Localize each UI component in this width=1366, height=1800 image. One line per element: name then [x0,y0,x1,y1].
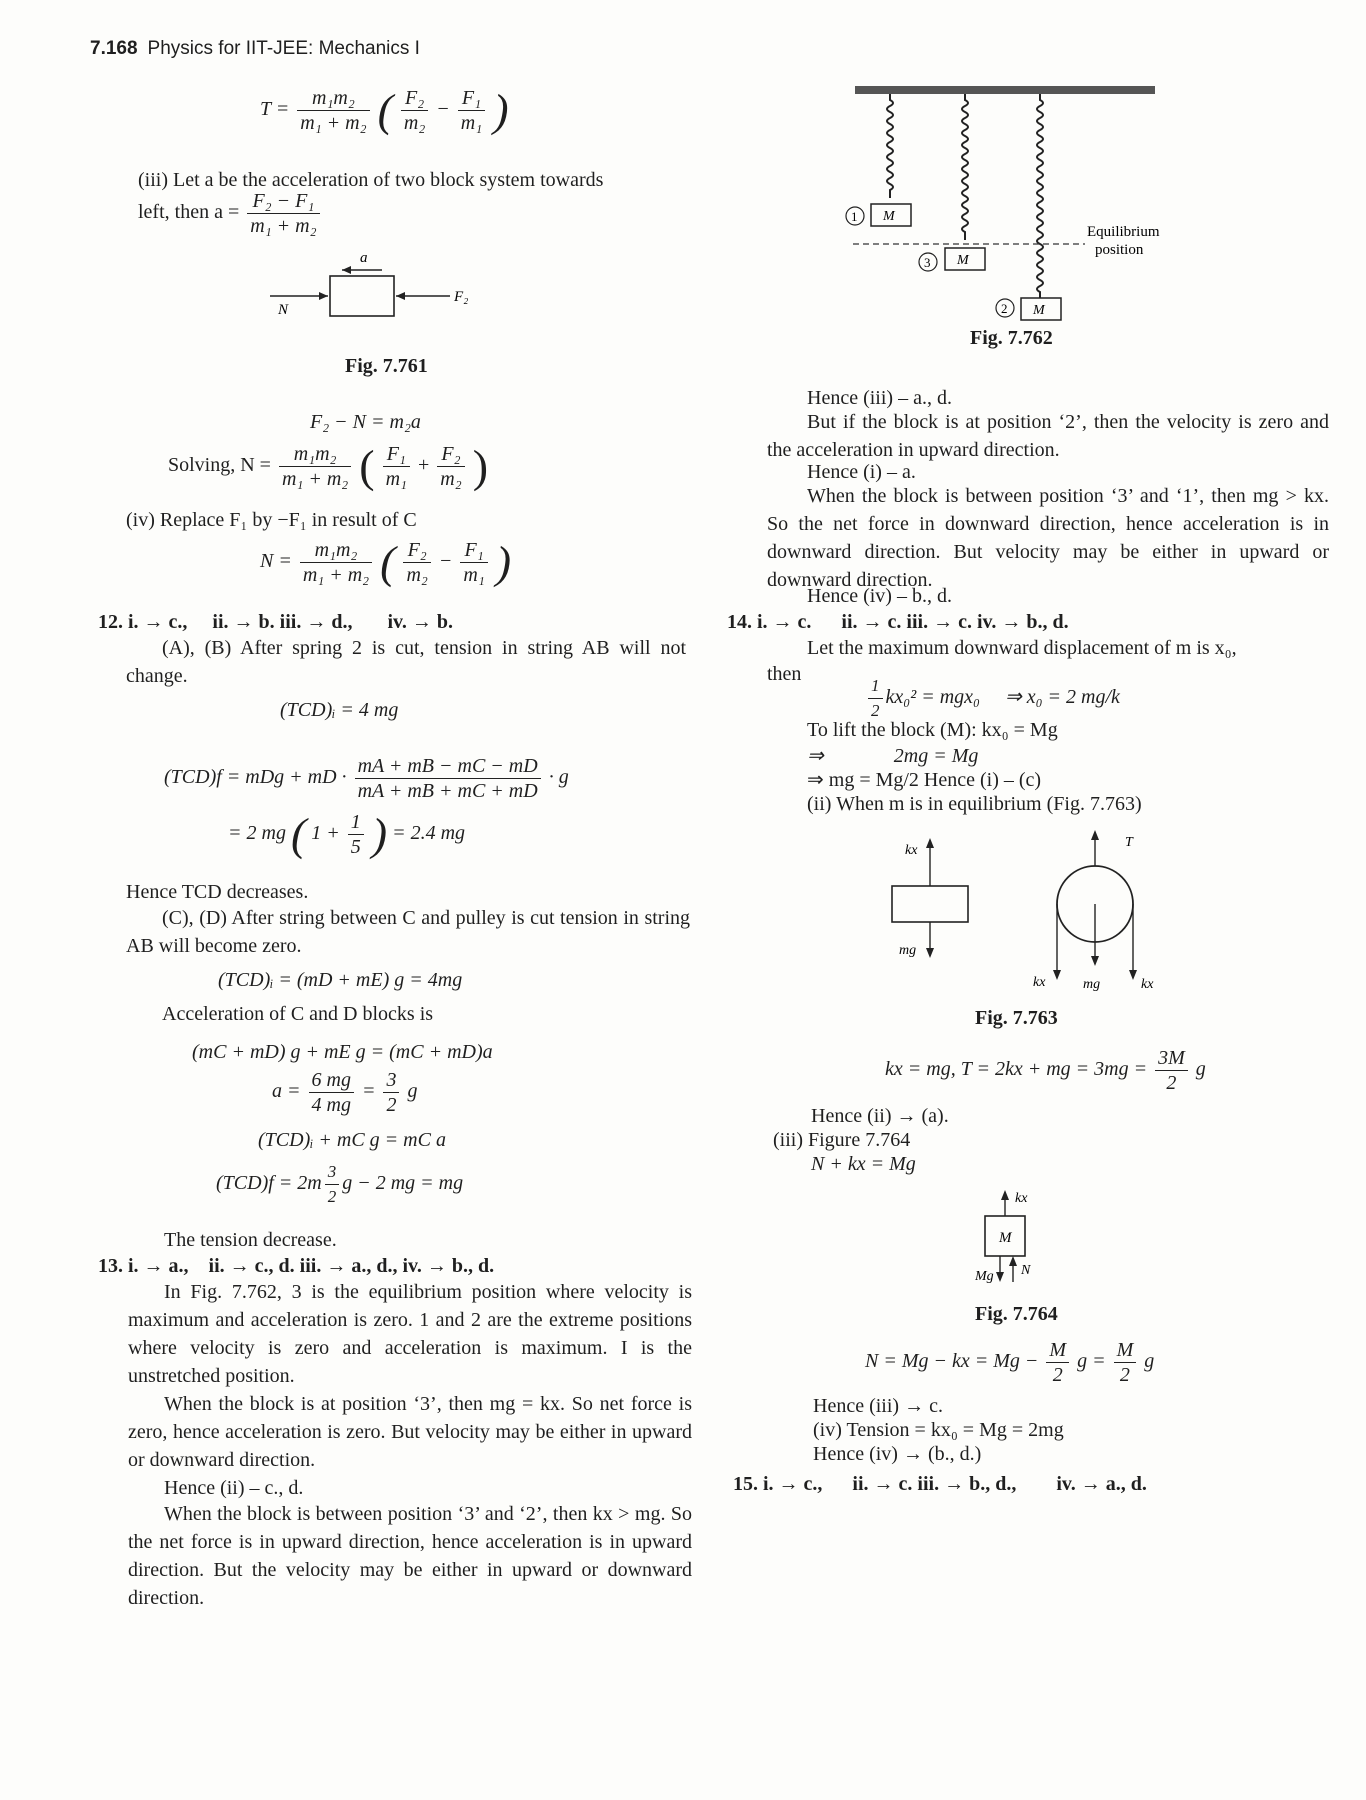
equation-N-kx: N + kx = Mg [811,1153,916,1175]
hence-ii: Hence (ii) – c., d. [164,1477,304,1499]
eq-lhs: left, then a = [138,201,240,224]
fraction [297,86,369,135]
fraction [348,810,364,859]
answer-key: i. → c., ii. → c. iii. → b., d., iv. → a., d. [763,1473,1147,1495]
denominator: m₂ [406,564,428,586]
denominator: m₁ + m₂ [250,215,317,237]
answer-key: i. → a., ii. → c., d. iii. → a., d., iv. → b., d. [128,1255,495,1277]
equation-solving-N [168,442,488,491]
denominator: m₂ [403,112,426,134]
part-iii-figure: (iii) Figure 7.764 [773,1129,911,1151]
arrow-head [1001,1190,1009,1200]
eq-lhs: a = [272,1080,301,1103]
arrow-head [1091,830,1099,840]
hence-iv-bd: Hence (iv) → (b., d.) [813,1443,982,1465]
book-title: Physics for IIT-JEE: Mechanics I [147,38,420,59]
eq-lhs: (TCD)f = 2m [216,1172,322,1195]
eq-part: g − 2 mg = mg [342,1172,464,1195]
label-a: a [360,250,368,266]
q14-text: Let the maximum downward displacement of m is x₀, [807,637,1237,659]
equation-acceleration: (mC + mD) g + mE g = (mC + mD)a [192,1041,493,1063]
denominator: 2 [327,1187,337,1206]
question-number: 14. [727,611,752,633]
arrow-head [1009,1256,1017,1266]
fraction [300,538,372,587]
part-iii-equation [138,189,323,238]
equation-kx-T [885,1046,1206,1095]
hence-iv: Hence (iv) – b., d. [807,585,952,607]
arrow-head [319,292,328,300]
numerator: m₁m₂ [297,86,369,111]
eq-part: g [407,1080,418,1103]
equation-tcd-final [164,754,569,803]
question-13-answers [98,1252,494,1280]
fraction [383,442,410,491]
spring-2 [1037,94,1043,298]
page-number: 7.168 [90,38,138,59]
numerator: m₁m₂ [279,442,351,467]
fraction [403,538,430,587]
part-iv-tension: (iv) Tension = kx₀ = Mg = 2mg [813,1419,1064,1441]
arrow-head [926,948,934,958]
figure-7-763 [875,826,1175,996]
label-F2: F₂ [454,289,469,305]
equilibrium-label: Equilibrium [1087,224,1160,240]
numerator: F₁ [383,442,410,467]
arrow-head [1129,970,1137,980]
denominator: 5 [350,836,361,858]
question-number: 15. [733,1473,758,1495]
paragraph: When the block is between position ‘3’ and ‘2’, then kx > mg. So the net force is in upward direction, hence acceleration is in upward direction. But the velocity may be either in upward or downward direction. [128,1503,692,1609]
numerator: 1 [868,674,883,699]
eq-lhs: (TCD)f = mDg + mD · [164,766,347,789]
fraction [437,442,464,491]
position-label: 1 [851,209,858,224]
operator: − [436,98,450,121]
eq-part: = 2.4 mg [392,822,466,845]
denominator: 2 [871,701,880,720]
numerator: F₁ [460,538,487,563]
denominator: m₁ + m₂ [281,468,349,490]
arrow-head [1091,956,1099,966]
numerator: 1 [348,810,364,835]
q14-lift: To lift the block (M): kx₀ = Mg [807,719,1058,741]
figure-caption: Fig. 7.763 [975,1007,1058,1029]
denominator: m₁ [385,468,407,490]
figure-caption: Fig. 7.761 [345,355,428,377]
label-N: N [278,302,289,318]
denominator: 2 [386,1094,397,1116]
equation-N-final [865,1338,1154,1387]
paren-open: ( [359,440,375,492]
numerator: 3M [1155,1046,1188,1071]
equation-tcd-mc: (TCD)ᵢ + mC g = mC a [258,1129,446,1151]
label-kx: kx [1033,975,1046,990]
arrow-head [342,266,351,274]
fraction [460,538,487,587]
operator: + [418,454,430,477]
eq-lhs: N = [260,550,292,573]
eq-lhs: N = Mg − kx = Mg − [865,1350,1039,1373]
position-label: 2 [1001,301,1008,316]
equation-N-result [260,538,511,587]
question-12-answers [98,608,453,636]
paren-close: ) [495,536,512,588]
label-Mg: Mg [975,1269,994,1284]
paren-open: ( [377,84,393,136]
eq-tail: · g [548,766,569,789]
numerator: F₂ [403,538,430,563]
question-15-answers [733,1470,1147,1498]
block-label: M [883,209,895,224]
denominator: mA + mB + mC + mD [357,780,538,802]
label-N: N [1021,1263,1031,1278]
numerator: 3 [383,1068,399,1093]
part-iii-text: (iii) Let a be the acceleration of two block system towards [138,169,604,191]
arrow-head [996,1272,1004,1282]
numerator: 3 [325,1160,340,1185]
fraction [1046,1338,1069,1387]
eq-part: g [1195,1058,1206,1081]
paren-close: ) [493,84,509,136]
equation-tension-T [260,86,509,135]
hence-i: Hence (i) – a. [807,461,916,483]
denominator: 2 [1119,1364,1130,1386]
part-iv-text: (iv) Replace F₁ by −F₁ in result of C [126,509,417,531]
question-number: 12. [98,611,123,633]
numerator: F₁ [458,86,485,111]
figure-caption: Fig. 7.762 [970,327,1053,349]
numerator: M [1046,1338,1069,1363]
label-kx: kx [1141,977,1154,992]
equation-tcd-initial: (TCD)ᵢ = 4 mg [280,699,399,721]
page-header [90,38,420,60]
eq-lhs: T = [260,98,290,121]
equation-tcd-initial-2: (TCD)ᵢ = (mD + mE) g = 4mg [218,969,463,991]
hence-iii: Hence (iii) – a., d. [807,387,952,409]
q14-implication-1: ⇒ 2mg = Mg [807,745,979,767]
equation-F2-N: F₂ − N = m₂a [310,411,421,433]
fraction [247,189,319,238]
block-m [892,886,968,922]
block-label: M [957,253,969,268]
position-label: 3 [924,255,931,270]
denominator: 4 mg [311,1094,351,1116]
spring-1 [887,94,893,198]
eq-part: g = [1077,1350,1106,1373]
operator: = [361,1080,376,1103]
spring-3 [962,94,968,240]
paragraph: When the block is at position ‘3’, then mg = kx. So net force is zero, hence acceleration is zero. But velocity may be either in upward or downward direction. [128,1393,692,1471]
equation-tcd-final-2 [216,1160,463,1209]
paragraph: (C), (D) After string between C and pulley is cut tension in string AB will become zero. [126,907,690,957]
numerator: F₂ [401,86,428,111]
equation-a [272,1068,417,1117]
eq-part: 1 + [311,822,340,845]
hence-iii-c: Hence (iii) → c. [813,1395,943,1417]
paragraph: But if the block is at position ‘2’, then the velocity is zero and the acceleration in upward direction. [767,411,1329,461]
q14-part-ii: (ii) When m is in equilibrium (Fig. 7.763) [807,793,1142,815]
block-label: M [1033,303,1045,318]
denominator: 2 [1052,1364,1063,1386]
answer-key: i. → c., ii. → b. iii. → d., iv. → b. [128,611,454,633]
paragraph: In Fig. 7.762, 3 is the equilibrium position where velocity is maximum and acceleration is zero. 1 and 2 are the extreme positions where velocity is zero and acceleration is maximum. I is the unstretched position. [128,1281,692,1387]
numerator: 6 mg [309,1068,354,1093]
fraction [1114,1338,1137,1387]
numerator: mA + mB − mC − mD [355,754,541,779]
denominator: 2 [1166,1072,1177,1094]
fraction [279,442,351,491]
fraction [383,1068,399,1117]
paren-open: ( [380,536,396,588]
label-mg: mg [1083,977,1101,992]
label-T: T [1125,835,1133,850]
acceleration-text: Acceleration of C and D blocks is [162,1003,434,1025]
eq-lhs: kx = mg, T = 2kx + mg = 3mg = [885,1058,1148,1081]
denominator: m₁ [460,112,483,134]
eq-part: = 2 mg [228,822,286,845]
label-M: M [999,1230,1012,1246]
fraction [355,754,541,803]
hence-ii-a: Hence (ii) → (a). [811,1105,949,1127]
numerator: F₂ − F₁ [247,189,319,214]
numerator: m₁m₂ [300,538,372,563]
figure-7-762 [835,86,1195,356]
equation-tcd-value [228,810,465,859]
numerator: M [1114,1338,1137,1363]
operator: − [438,550,453,573]
figure-7-761 [250,246,490,341]
fraction [401,86,428,135]
denominator: m₁ + m₂ [300,112,367,134]
numerator: F₂ [437,442,464,467]
equilibrium-label: position [1095,242,1144,258]
paren-close: ) [371,808,388,860]
figure-7-764 [975,1186,1095,1306]
figure-caption: Fig. 7.764 [975,1303,1058,1325]
q14-implication-2: ⇒ mg = Mg/2 Hence (i) – (c) [807,769,1042,791]
eq-lhs: Solving, N = [168,454,271,477]
question-14-answers [727,608,1069,636]
label-kx: kx [905,843,918,858]
paren-open: ( [290,808,307,860]
arrow-head [926,838,934,848]
q14-then: then [767,663,802,685]
hence-tcd: Hence TCD decreases. [126,881,309,903]
fraction [458,86,485,135]
question-number: 13. [98,1255,123,1277]
denominator: m₁ [463,564,485,586]
tension-decrease: The tension decrease. [164,1229,337,1251]
paragraph: (A), (B) After spring 2 is cut, tension in string AB will not change. [126,637,686,687]
eq-part: kx₀² = mgx₀ ⇒ x₀ = 2 mg/k [885,686,1120,709]
eq-part: g [1144,1350,1155,1373]
fraction [325,1160,340,1209]
label-mg: mg [899,943,917,958]
fraction [309,1068,354,1117]
paren-close: ) [472,440,489,492]
ceiling [855,86,1155,94]
label-kx: kx [1015,1191,1028,1206]
denominator: m₁ + m₂ [302,564,370,586]
paragraph: When the block is between position ‘3’ and ‘1’, then mg > kx. So the net force in downward direction, hence acceleration is in downward direction. But velocity may be either in upward or downward direction. [767,485,1329,591]
answer-key: i. → c. ii. → c. iii. → c. iv. → b., d. [757,611,1069,633]
denominator: m₂ [440,468,462,490]
arrow-head [396,292,405,300]
arrow-head [1053,970,1061,980]
fraction [1155,1046,1188,1095]
block [330,276,394,316]
